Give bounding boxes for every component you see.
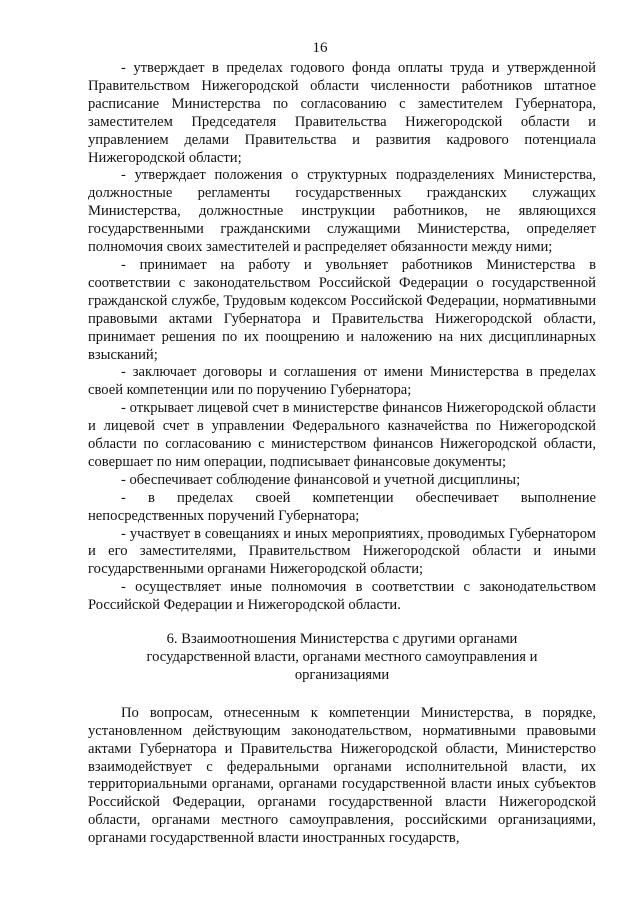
section-heading-line: 6. Взаимоотношения Министерства с другими органами: [166, 631, 518, 648]
powers-item-contracts: - заключает договоры и соглашения от имени Министерства в пределах своей компетенции или по поручению Губернатора;: [88, 364, 596, 399]
powers-item-regulations: - утверждает положения о структурных подразделениях Министерства, должностные регламенты государственных гражданских служащих Министерства, должностные инструкции работников, не являющихся государственными гражданскими служащими Министерства, определяет полномочия своих заместителей и распределяет обязанности между ними;: [88, 167, 596, 256]
interaction-paragraph: По вопросам, отнесенным к компетенции Министерства, в порядке, установленном действующим законодательством, нормативными правовыми актами Губернатора и Правительства Нижегородской области, Министерство взаимодействует с федеральными органами исполнительной власти, их территориальными органами, органами государственной власти иных субъектов Российской Федерации, органами государственной власти Нижегородской области, органами местного самоуправления, российскими организациями, органами государственной власти иностранных государств,: [88, 704, 596, 847]
section-heading-line: организациями: [294, 666, 390, 683]
powers-item-other: - осуществляет иные полномочия в соответствии с законодательством Российской Федерации и Нижегородской области.: [88, 579, 596, 614]
document-body: [88, 60, 596, 848]
section-heading-line: государственной власти, органами местного самоуправления и: [146, 649, 538, 665]
powers-item-orders: - в пределах своей компетенции обеспечивает выполнение непосредственных поручений Губернатора;: [88, 489, 596, 524]
page-number: 16: [312, 40, 328, 56]
powers-item-accounts: - открывает лицевой счет в министерстве финансов Нижегородской области и лицевой счет в управлении Федерального казначейства по Нижегородской области по согласованию с министерством финансов Нижегородской области, совершает по ним операции, подписывает финансовые документы;: [88, 400, 596, 470]
section-heading: [88, 631, 596, 685]
powers-item-discipline: - обеспечивает соблюдение финансовой и учетной дисциплины;: [121, 471, 521, 488]
powers-item-staff-schedule: - утверждает в пределах годового фонда оплаты труда и утвержденной Правительством Нижегородской области численности работников штатное расписание Министерства по согласованию с заместителем Губернатора, заместителем Председателя Правительства Нижегородской области и управлением делами Правительства и развития кадрового потенциала Нижегородской области;: [88, 60, 596, 166]
powers-item-hiring: - принимает на работу и увольняет работников Министерства в соответствии с законодательством Российской Федерации о государственной гражданской службе, Трудовым кодексом Российской Федерации, нормативными правовыми актами Губернатора и Правительства Нижегородской области, принимает решения по их поощрению и наложению на них дисциплинарных взысканий;: [88, 256, 596, 363]
powers-item-meetings: - участвует в совещаниях и иных мероприятиях, проводимых Губернатором и его заместителями, Правительством Нижегородской области и иными государственными органами Нижегородской области;: [88, 525, 596, 578]
